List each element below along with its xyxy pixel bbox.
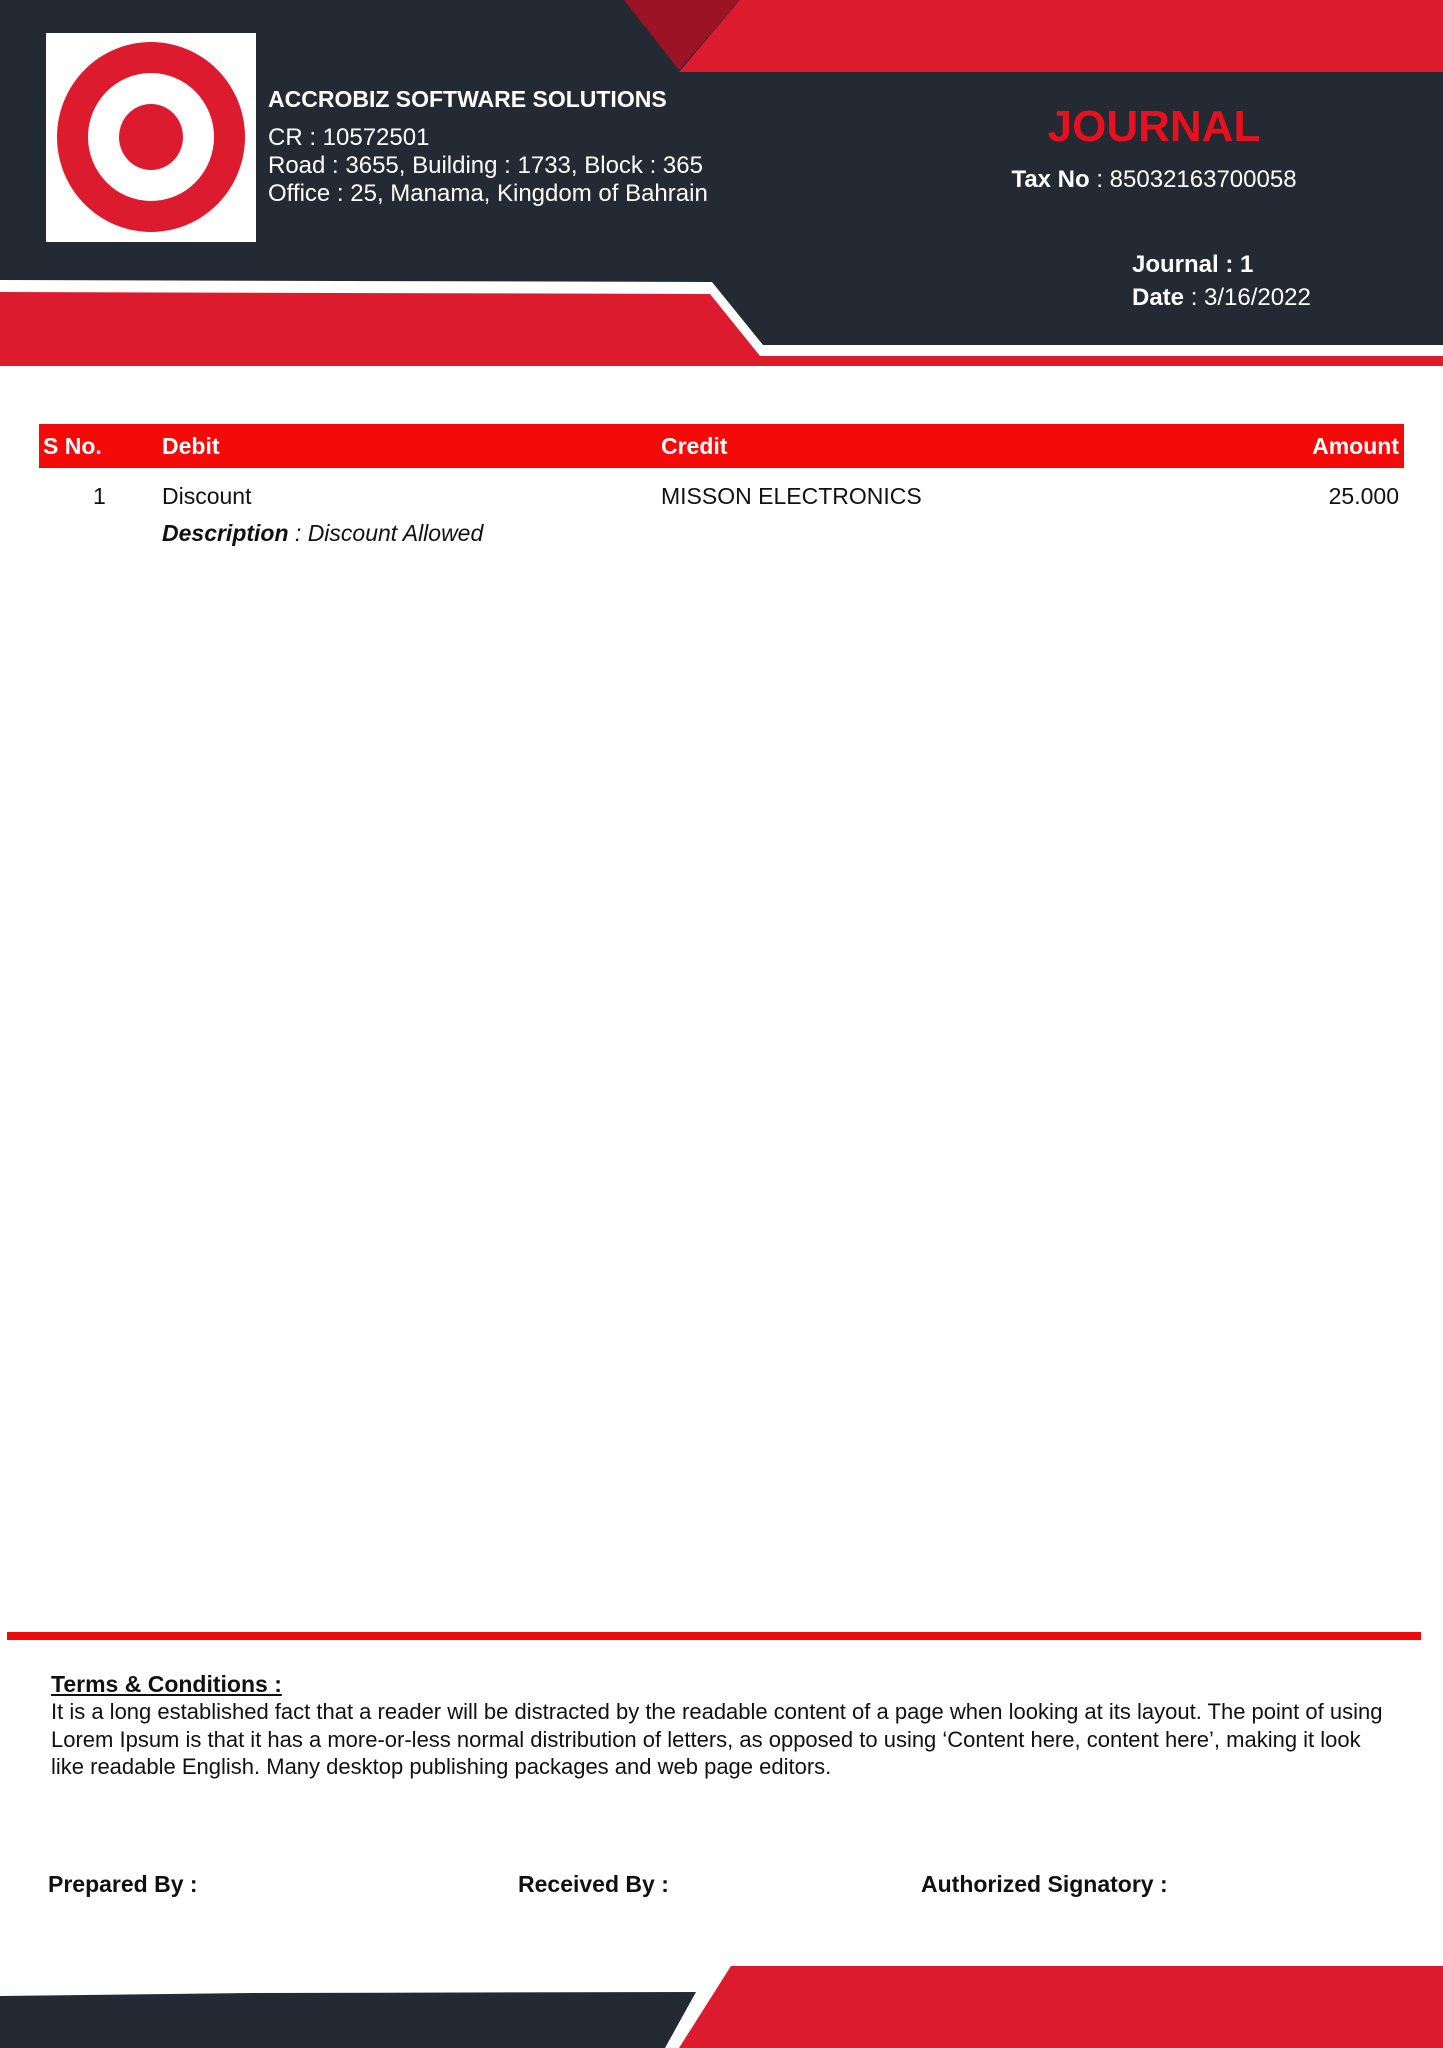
tax-value: : 85032163700058 xyxy=(1089,166,1297,193)
header-debit: Debit xyxy=(162,433,220,459)
tax-label: Tax No xyxy=(1011,166,1090,193)
terms-heading: Terms & Conditions : xyxy=(51,1671,282,1697)
journal-date xyxy=(1132,284,1311,312)
cell-sno: 1 xyxy=(93,483,106,509)
company-name: ACCROBIZ SOFTWARE SOLUTIONS xyxy=(268,86,667,112)
company-cr: CR : 10572501 xyxy=(268,124,430,151)
date-label: Date xyxy=(1132,284,1185,311)
divider xyxy=(7,1632,1421,1640)
document-title: JOURNAL xyxy=(1047,102,1261,151)
cell-debit: Discount xyxy=(162,483,252,509)
cell-amount: 25.000 xyxy=(1328,483,1399,509)
target-logo-icon xyxy=(46,33,256,242)
table-header xyxy=(39,424,1404,468)
header-amount: Amount xyxy=(1312,433,1399,459)
company-logo xyxy=(46,33,256,242)
header-sno: S No. xyxy=(43,433,102,459)
date-value: : 3/16/2022 xyxy=(1184,284,1311,311)
header-credit: Credit xyxy=(661,433,728,459)
company-address-1: Road : 3655, Building : 1733, Block : 365 xyxy=(268,152,703,179)
tax-number xyxy=(904,166,1404,194)
authorized-signatory-label: Authorized Signatory : xyxy=(921,1871,1168,1897)
journal-label: Journal : 1 xyxy=(1132,251,1254,278)
row-description xyxy=(162,520,483,547)
table-row xyxy=(39,474,1404,510)
received-by-label: Received By : xyxy=(518,1871,669,1897)
cell-credit: MISSON ELECTRONICS xyxy=(661,483,922,509)
journal-number xyxy=(1132,251,1253,279)
terms-text: It is a long established fact that a reader will be distracted by the readable content of a page when looking at its layout. The point of using Lorem Ipsum is that it has a more-or-less normal distribution of letters, as opposed to using ‘Content here, content here’, making it look like readable English. Many desktop publishing packages and web page editors. xyxy=(51,1699,1383,1779)
prepared-by-label: Prepared By : xyxy=(48,1871,198,1897)
description-value: : Discount Allowed xyxy=(288,520,484,546)
description-label: Description xyxy=(162,520,289,546)
company-address-2: Office : 25, Manama, Kingdom of Bahrain xyxy=(268,180,708,207)
